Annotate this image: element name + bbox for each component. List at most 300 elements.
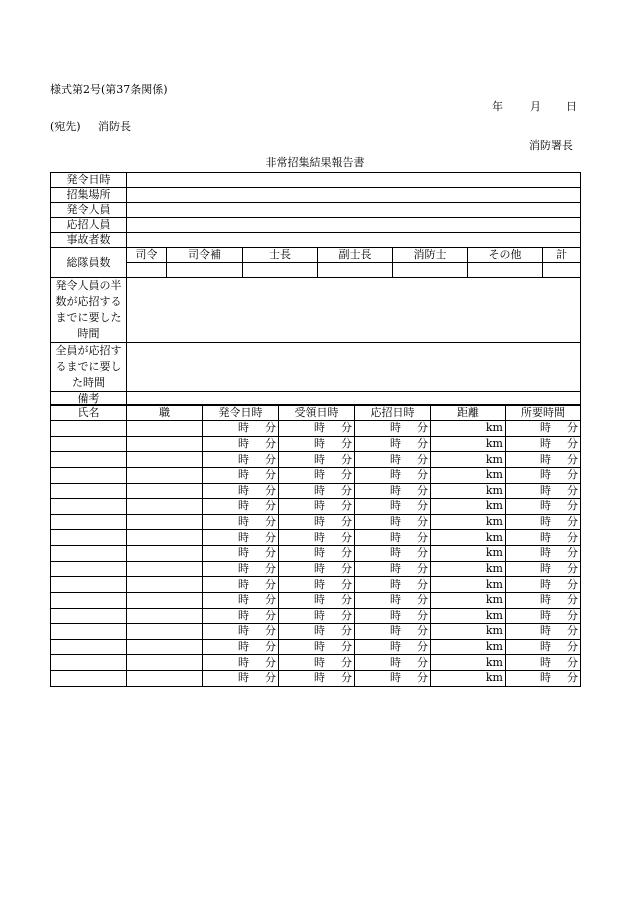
minute-mark: 分 — [341, 421, 352, 435]
summary-label: 応招人員 — [51, 218, 127, 233]
minute-mark: 分 — [567, 468, 578, 482]
distance-cell — [431, 577, 506, 593]
hour-mark: 時 — [390, 640, 401, 654]
minute-mark: 分 — [567, 624, 578, 638]
minute-mark: 分 — [417, 561, 428, 575]
minute-mark: 分 — [417, 608, 428, 622]
hour-mark: 時 — [314, 468, 325, 482]
roster-header — [51, 405, 581, 421]
minute-mark: 分 — [417, 546, 428, 560]
column-header: 職 — [127, 405, 203, 421]
minute-mark: 分 — [341, 515, 352, 529]
km-mark: km — [485, 515, 503, 529]
minute-mark: 分 — [265, 640, 276, 654]
hour-mark: 時 — [238, 483, 249, 497]
hour-mark: 時 — [238, 515, 249, 529]
minute-mark: 分 — [567, 546, 578, 560]
time-cell — [506, 577, 581, 593]
hour-mark: 時 — [314, 499, 325, 513]
time-cell — [506, 671, 581, 687]
distance-cell — [431, 546, 506, 562]
rank-value — [167, 263, 243, 278]
time-cell — [506, 467, 581, 483]
time-cell — [506, 421, 581, 437]
rank-value — [468, 263, 543, 278]
minute-mark: 分 — [417, 593, 428, 607]
time-cell — [203, 577, 279, 593]
hour-mark: 時 — [314, 421, 325, 435]
hour-mark: 時 — [540, 499, 551, 513]
remarks-label: 備考 — [51, 392, 127, 406]
name-cell — [51, 467, 127, 483]
name-cell — [51, 514, 127, 530]
km-mark: km — [485, 640, 503, 654]
time-cell — [279, 514, 355, 530]
distance-cell — [431, 483, 506, 499]
time-cell — [355, 421, 431, 437]
time-cell — [203, 671, 279, 687]
summary-value — [127, 218, 581, 233]
minute-mark: 分 — [567, 499, 578, 513]
km-mark: km — [485, 593, 503, 607]
hour-mark: 時 — [540, 655, 551, 669]
name-cell — [51, 592, 127, 608]
summary-row — [51, 218, 581, 233]
position-cell — [127, 514, 203, 530]
position-cell — [127, 671, 203, 687]
minute-mark: 分 — [341, 608, 352, 622]
minute-mark: 分 — [417, 452, 428, 466]
distance-cell — [431, 608, 506, 624]
hour-mark: 時 — [390, 671, 401, 685]
hour-mark: 時 — [390, 593, 401, 607]
minute-mark: 分 — [567, 655, 578, 669]
minute-mark: 分 — [417, 624, 428, 638]
time-cell — [355, 671, 431, 687]
hour-mark: 時 — [314, 593, 325, 607]
minute-mark: 分 — [265, 483, 276, 497]
time-cell — [355, 546, 431, 562]
rank-label: 副士長 — [318, 248, 393, 263]
table-row — [51, 608, 581, 624]
time-cell — [506, 546, 581, 562]
summary-row — [51, 188, 581, 203]
rank-label: 司令 — [127, 248, 167, 263]
time-cell — [355, 483, 431, 499]
minute-mark: 分 — [265, 452, 276, 466]
hour-mark: 時 — [238, 546, 249, 560]
position-cell — [127, 577, 203, 593]
hour-mark: 時 — [314, 640, 325, 654]
time-cell — [506, 624, 581, 640]
column-header: 氏名 — [51, 405, 127, 421]
time-cell — [506, 608, 581, 624]
time-cell — [355, 467, 431, 483]
minute-mark: 分 — [567, 561, 578, 575]
hour-mark: 時 — [314, 561, 325, 575]
distance-cell — [431, 530, 506, 546]
rank-value-row — [51, 263, 581, 278]
minute-mark: 分 — [341, 436, 352, 450]
hour-mark: 時 — [390, 530, 401, 544]
time-cell — [279, 436, 355, 452]
time-cell — [203, 467, 279, 483]
time-cell — [203, 608, 279, 624]
hour-mark: 時 — [540, 436, 551, 450]
hour-mark: 時 — [238, 530, 249, 544]
time-cell — [203, 421, 279, 437]
minute-mark: 分 — [417, 499, 428, 513]
hour-mark: 時 — [238, 608, 249, 622]
summary-row — [51, 233, 581, 248]
time-cell — [506, 530, 581, 546]
hour-mark: 時 — [390, 608, 401, 622]
time-cell — [355, 436, 431, 452]
minute-mark: 分 — [341, 624, 352, 638]
hour-mark: 時 — [314, 671, 325, 685]
km-mark: km — [485, 577, 503, 591]
hour-mark: 時 — [540, 624, 551, 638]
time-cell — [355, 577, 431, 593]
summary-label: 発令日時 — [51, 173, 127, 188]
time-cell — [506, 483, 581, 499]
name-cell — [51, 577, 127, 593]
hour-mark: 時 — [390, 655, 401, 669]
hour-mark: 時 — [314, 515, 325, 529]
hour-mark: 時 — [238, 436, 249, 450]
name-cell — [51, 546, 127, 562]
km-mark: km — [485, 468, 503, 482]
time-cell — [203, 546, 279, 562]
km-mark: km — [485, 624, 503, 638]
time-cell — [355, 655, 431, 671]
time-cell — [203, 436, 279, 452]
hour-mark: 時 — [390, 577, 401, 591]
hour-mark: 時 — [238, 468, 249, 482]
time-cell — [203, 499, 279, 515]
minute-mark: 分 — [567, 671, 578, 685]
time-cell — [203, 514, 279, 530]
time-cell — [355, 608, 431, 624]
time-cell — [279, 452, 355, 468]
addressee-label: (宛先) — [50, 120, 81, 133]
rank-value — [393, 263, 468, 278]
hour-mark: 時 — [238, 452, 249, 466]
column-header: 受領日時 — [279, 405, 355, 421]
position-cell — [127, 608, 203, 624]
minute-mark: 分 — [567, 483, 578, 497]
hour-mark: 時 — [540, 561, 551, 575]
time-cell — [506, 639, 581, 655]
hour-mark: 時 — [314, 577, 325, 591]
time-cell — [279, 655, 355, 671]
table-row — [51, 514, 581, 530]
minute-mark: 分 — [341, 593, 352, 607]
hour-mark: 時 — [238, 624, 249, 638]
minute-mark: 分 — [341, 671, 352, 685]
km-mark: km — [485, 452, 503, 466]
minute-mark: 分 — [265, 421, 276, 435]
hour-mark: 時 — [390, 499, 401, 513]
minute-mark: 分 — [265, 624, 276, 638]
time-cell — [279, 577, 355, 593]
rank-label: 司令補 — [167, 248, 243, 263]
position-cell — [127, 530, 203, 546]
time-cell — [355, 530, 431, 546]
time-cell — [203, 639, 279, 655]
minute-mark: 分 — [417, 640, 428, 654]
summary-label: 発令人員 — [51, 203, 127, 218]
minute-mark: 分 — [417, 671, 428, 685]
rank-value — [318, 263, 393, 278]
hour-mark: 時 — [540, 593, 551, 607]
position-cell — [127, 467, 203, 483]
rank-value — [127, 263, 167, 278]
minute-mark: 分 — [265, 671, 276, 685]
hour-mark: 時 — [314, 452, 325, 466]
time-cell — [355, 624, 431, 640]
table-row — [51, 592, 581, 608]
minute-mark: 分 — [265, 499, 276, 513]
table-row — [51, 436, 581, 452]
minute-mark: 分 — [567, 421, 578, 435]
minute-mark: 分 — [265, 577, 276, 591]
hour-mark: 時 — [314, 655, 325, 669]
time-cell — [203, 655, 279, 671]
time-cell — [203, 483, 279, 499]
summary-value — [127, 233, 581, 248]
position-cell — [127, 499, 203, 515]
time-cell — [355, 499, 431, 515]
summary-value — [127, 203, 581, 218]
column-header: 応招日時 — [355, 405, 431, 421]
hour-mark: 時 — [390, 452, 401, 466]
summary-row — [51, 203, 581, 218]
time-cell — [355, 514, 431, 530]
km-mark: km — [485, 655, 503, 669]
minute-mark: 分 — [341, 577, 352, 591]
distance-cell — [431, 467, 506, 483]
time-cell — [506, 561, 581, 577]
table-row — [51, 421, 581, 437]
summary-label: 事故者数 — [51, 233, 127, 248]
hour-mark: 時 — [390, 546, 401, 560]
name-cell — [51, 530, 127, 546]
km-mark: km — [485, 421, 503, 435]
hour-mark: 時 — [540, 483, 551, 497]
rank-label: 計 — [543, 248, 581, 263]
time-cell — [506, 514, 581, 530]
position-cell — [127, 655, 203, 671]
minute-mark: 分 — [265, 468, 276, 482]
position-cell — [127, 592, 203, 608]
page-title: 非常招集結果報告書 — [265, 156, 365, 169]
position-cell — [127, 436, 203, 452]
all-time-value — [127, 343, 581, 392]
minute-mark: 分 — [265, 593, 276, 607]
column-header: 発令日時 — [203, 405, 279, 421]
summary-value — [127, 173, 581, 188]
table-row — [51, 624, 581, 640]
hour-mark: 時 — [314, 608, 325, 622]
minute-mark: 分 — [567, 515, 578, 529]
name-cell — [51, 421, 127, 437]
half-time-value — [127, 278, 581, 343]
time-cell — [279, 421, 355, 437]
half-time-row — [51, 278, 581, 343]
distance-cell — [431, 639, 506, 655]
minute-mark: 分 — [417, 515, 428, 529]
roster-body — [51, 421, 581, 687]
table-row — [51, 577, 581, 593]
time-cell — [506, 499, 581, 515]
hour-mark: 時 — [238, 640, 249, 654]
minute-mark: 分 — [265, 561, 276, 575]
hour-mark: 時 — [540, 530, 551, 544]
hour-mark: 時 — [540, 421, 551, 435]
rank-label: 士長 — [243, 248, 318, 263]
time-cell — [279, 546, 355, 562]
time-cell — [355, 452, 431, 468]
hour-mark: 時 — [390, 561, 401, 575]
distance-cell — [431, 514, 506, 530]
table-row — [51, 467, 581, 483]
hour-mark: 時 — [238, 593, 249, 607]
hour-mark: 時 — [314, 546, 325, 560]
form-number: 様式第2号(第37条関係) — [50, 83, 168, 96]
hour-mark: 時 — [390, 468, 401, 482]
minute-mark: 分 — [341, 530, 352, 544]
hour-mark: 時 — [238, 421, 249, 435]
minute-mark: 分 — [265, 546, 276, 560]
table-row — [51, 546, 581, 562]
minute-mark: 分 — [341, 499, 352, 513]
minute-mark: 分 — [567, 436, 578, 450]
rank-label: その他 — [468, 248, 543, 263]
time-cell — [279, 530, 355, 546]
minute-mark: 分 — [567, 452, 578, 466]
hour-mark: 時 — [314, 624, 325, 638]
hour-mark: 時 — [540, 640, 551, 654]
position-cell — [127, 624, 203, 640]
table-row — [51, 561, 581, 577]
time-cell — [355, 592, 431, 608]
minute-mark: 分 — [567, 593, 578, 607]
table-row — [51, 639, 581, 655]
km-mark: km — [485, 436, 503, 450]
name-cell — [51, 671, 127, 687]
name-cell — [51, 452, 127, 468]
time-cell — [355, 561, 431, 577]
time-cell — [279, 467, 355, 483]
time-cell — [203, 452, 279, 468]
km-mark: km — [485, 561, 503, 575]
time-cell — [279, 608, 355, 624]
hour-mark: 時 — [540, 546, 551, 560]
hour-mark: 時 — [390, 483, 401, 497]
distance-cell — [431, 436, 506, 452]
distance-cell — [431, 499, 506, 515]
hour-mark: 時 — [238, 561, 249, 575]
column-header: 所要時間 — [506, 405, 581, 421]
name-cell — [51, 436, 127, 452]
minute-mark: 分 — [567, 608, 578, 622]
km-mark: km — [485, 499, 503, 513]
km-mark: km — [485, 483, 503, 497]
km-mark: km — [485, 530, 503, 544]
table-row — [51, 655, 581, 671]
time-cell — [279, 639, 355, 655]
name-cell — [51, 483, 127, 499]
time-cell — [203, 530, 279, 546]
minute-mark: 分 — [341, 452, 352, 466]
total-label: 総隊員数 — [51, 248, 127, 278]
rank-value — [243, 263, 318, 278]
summary-table — [50, 172, 581, 406]
rank-value — [543, 263, 581, 278]
minute-mark: 分 — [417, 483, 428, 497]
minute-mark: 分 — [341, 655, 352, 669]
time-cell — [506, 655, 581, 671]
hour-mark: 時 — [540, 452, 551, 466]
hour-mark: 時 — [314, 436, 325, 450]
hour-mark: 時 — [238, 671, 249, 685]
name-cell — [51, 624, 127, 640]
time-cell — [203, 561, 279, 577]
time-cell — [203, 624, 279, 640]
position-cell — [127, 639, 203, 655]
distance-cell — [431, 452, 506, 468]
minute-mark: 分 — [417, 530, 428, 544]
minute-mark: 分 — [341, 561, 352, 575]
roster-table — [50, 404, 581, 687]
hour-mark: 時 — [540, 515, 551, 529]
hour-mark: 時 — [390, 624, 401, 638]
time-cell — [279, 624, 355, 640]
time-cell — [279, 561, 355, 577]
sender: 消防署長 — [529, 139, 573, 152]
minute-mark: 分 — [417, 655, 428, 669]
minute-mark: 分 — [341, 640, 352, 654]
hour-mark: 時 — [314, 530, 325, 544]
distance-cell — [431, 421, 506, 437]
time-cell — [279, 483, 355, 499]
hour-mark: 時 — [540, 671, 551, 685]
table-row — [51, 499, 581, 515]
date-month: 月 — [530, 100, 541, 113]
hour-mark: 時 — [390, 421, 401, 435]
minute-mark: 分 — [417, 577, 428, 591]
all-time-label: 全員が応招するまでに要した時間 — [51, 343, 127, 392]
minute-mark: 分 — [417, 436, 428, 450]
position-cell — [127, 421, 203, 437]
table-row — [51, 530, 581, 546]
hour-mark: 時 — [540, 468, 551, 482]
distance-cell — [431, 561, 506, 577]
time-cell — [506, 592, 581, 608]
minute-mark: 分 — [265, 515, 276, 529]
hour-mark: 時 — [314, 483, 325, 497]
km-mark: km — [485, 608, 503, 622]
minute-mark: 分 — [341, 483, 352, 497]
km-mark: km — [485, 546, 503, 560]
table-row — [51, 483, 581, 499]
time-cell — [355, 639, 431, 655]
time-cell — [506, 436, 581, 452]
summary-row — [51, 173, 581, 188]
summary-label: 招集場所 — [51, 188, 127, 203]
minute-mark: 分 — [417, 468, 428, 482]
